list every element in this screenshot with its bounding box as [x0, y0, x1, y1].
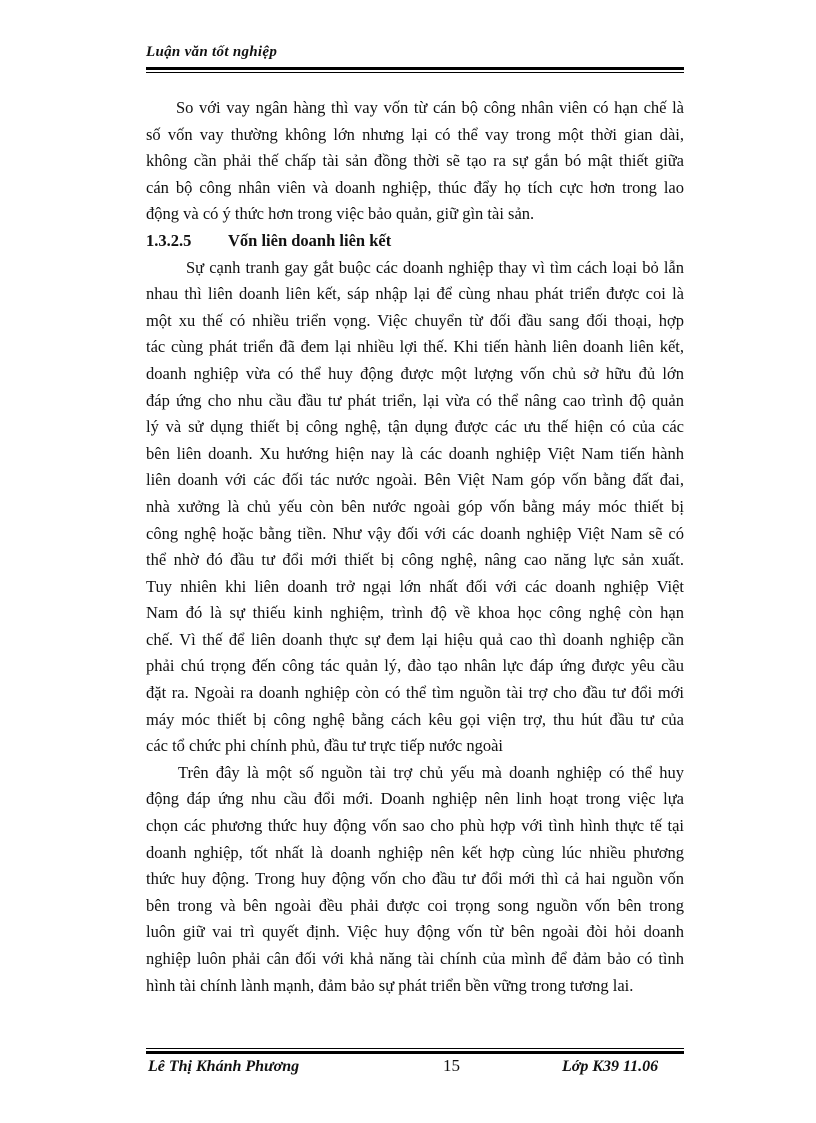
footer-author: Lê Thị Khánh Phương — [148, 1058, 300, 1075]
text-line: doanh nghiệp, tốt nhất là doanh nghiệp nên kết hợp cùng lúc nhiều phương — [146, 842, 684, 862]
footer-class-label: Lớp K39 11.06 — [562, 1058, 659, 1075]
text-line: động đáp ứng nhu cầu đổi mới. Doanh nghiệp nên linh hoạt trong việc lựa — [146, 789, 684, 809]
text-line: đặt ra. Ngoài ra doanh nghiệp còn có thể tìm nguồn tài trợ cho đầu tư đổi mới — [146, 683, 684, 703]
text-line: Sự cạnh tranh gay gắt buộc các doanh nghiệp thay vì tìm cách loại bỏ lẫn — [186, 257, 684, 277]
paragraph-summary — [146, 760, 684, 999]
text-line: doanh nghiệp vừa có thể huy động được một lượng vốn chủ sở hữu đủ lớn — [146, 363, 684, 383]
section-number: 1.3.2.5 — [146, 230, 192, 250]
text-line: Nam đó là sự thiếu kinh nghiệm, trình độ về khoa học công nghệ còn hạn — [146, 603, 684, 623]
text-line: nhà xưởng là chủ yếu còn bên nước ngoài góp vốn bằng máy móc thiết bị — [146, 496, 684, 516]
text-line: Trên đây là một số nguồn tài trợ chủ yếu mà doanh nghiệp có thể huy — [178, 762, 684, 782]
page-header-title: Luận văn tốt nghiệp — [146, 44, 278, 60]
text-line: một xu thế có nhiều triển vọng. Việc chuyển từ đối đầu sang đối thoại, hợp — [146, 310, 684, 330]
text-line: chọn các phương thức huy động vốn sao cho phù hợp với tình hình thực tế tại — [146, 816, 684, 836]
text-line: liên doanh với các đối tác nước ngoài. Bên Việt Nam góp vốn bằng đất đai, — [146, 470, 684, 490]
section-heading — [146, 228, 684, 255]
text-line: luôn giữ vai trì quyết định. Việc huy động vốn từ bên ngoài đòi hỏi doanh — [146, 922, 684, 942]
text-line: lý và sử dụng thiết bị công nghệ, tận dụng được các ưu thế hiện có của các — [146, 417, 684, 437]
text-line: tác cùng phát triển đã đem lại nhiều lợi thế. Khi tiến hành liên doanh liên kết, — [146, 337, 684, 357]
text-line: chế. Vì thế để liên doanh thực sự đem lại hiệu quả cao thì doanh nghiệp cần — [146, 629, 684, 649]
text-line: Tuy nhiên khi liên doanh trở ngại lớn nhất đối với các doanh nghiệp Việt — [146, 576, 684, 596]
text-line: nghiệp luôn phải cân đối với khả năng tài chính của mình để đảm bảo có tình — [146, 949, 684, 968]
text-line: số vốn vay thường không lớn nhưng lại có thể vay trong một thời gian dài, — [146, 124, 684, 144]
header-divider-thick — [146, 67, 684, 70]
text-line: So với vay ngân hàng thì vay vốn từ cán bộ công nhân viên có hạn chế là — [176, 98, 684, 117]
section-title: Vốn liên doanh liên kết — [228, 230, 392, 250]
header-divider-thin — [146, 72, 684, 73]
text-line: thể nhờ đó đầu tư đổi mới thiết bị công nghệ, nâng cao năng lực sản xuất. — [146, 550, 684, 570]
text-line: công nghệ hoặc bằng tiền. Như vậy đối với các doanh nghiệp Việt Nam sẽ có — [146, 523, 684, 543]
page-number: 15 — [443, 1056, 460, 1075]
paragraph-staff-loans — [146, 95, 684, 228]
text-line: phải chú trọng đến công tác quản lý, đào tạo nhân lực đáp ứng được yêu cầu — [146, 656, 684, 676]
text-line: động và có ý thức hơn trong việc bảo quản, giữ gìn tài sản. — [146, 204, 535, 224]
footer-divider-thin — [146, 1048, 684, 1049]
text-line: bên liên doanh. Xu hướng hiện nay là các doanh nghiệp Việt Nam tiến hành — [146, 443, 684, 463]
text-line: hình tài chính lành mạnh, đảm bảo sự phát triển bền vững trong tương lai. — [146, 975, 634, 995]
paragraph-joint-venture — [146, 255, 684, 760]
text-line: bên trong và bên ngoài đều phải được coi trọng song nguồn vốn bên trong — [146, 895, 684, 915]
text-line: đáp ứng cho nhu cầu đầu tư phát triển, lại vừa có thể nâng cao trình độ quản — [146, 390, 684, 410]
text-line: thức huy động. Trong huy động vốn cho đầu tư đổi mới thì cả hai nguồn vốn — [146, 869, 684, 889]
text-line: các tổ chức phi chính phủ, đầu tư trực tiếp nước ngoài — [146, 736, 503, 756]
text-line: nhau thì liên doanh liên kết, sáp nhập lại để cùng nhau phát triển được coi là — [146, 284, 684, 304]
text-line: máy móc thiết bị công nghệ bằng cách kêu gọi viện trợ, thu hút đầu tư của — [146, 709, 684, 729]
footer-divider-thick — [146, 1051, 684, 1054]
text-line: không cần phải thế chấp tài sản đồng thời sẽ tạo ra sự gắn bó mật thiết giữa — [146, 151, 684, 171]
document-body — [146, 95, 684, 999]
text-line: cán bộ công nhân viên và doanh nghiệp, thúc đẩy họ tích cực hơn trong lao — [146, 177, 684, 197]
